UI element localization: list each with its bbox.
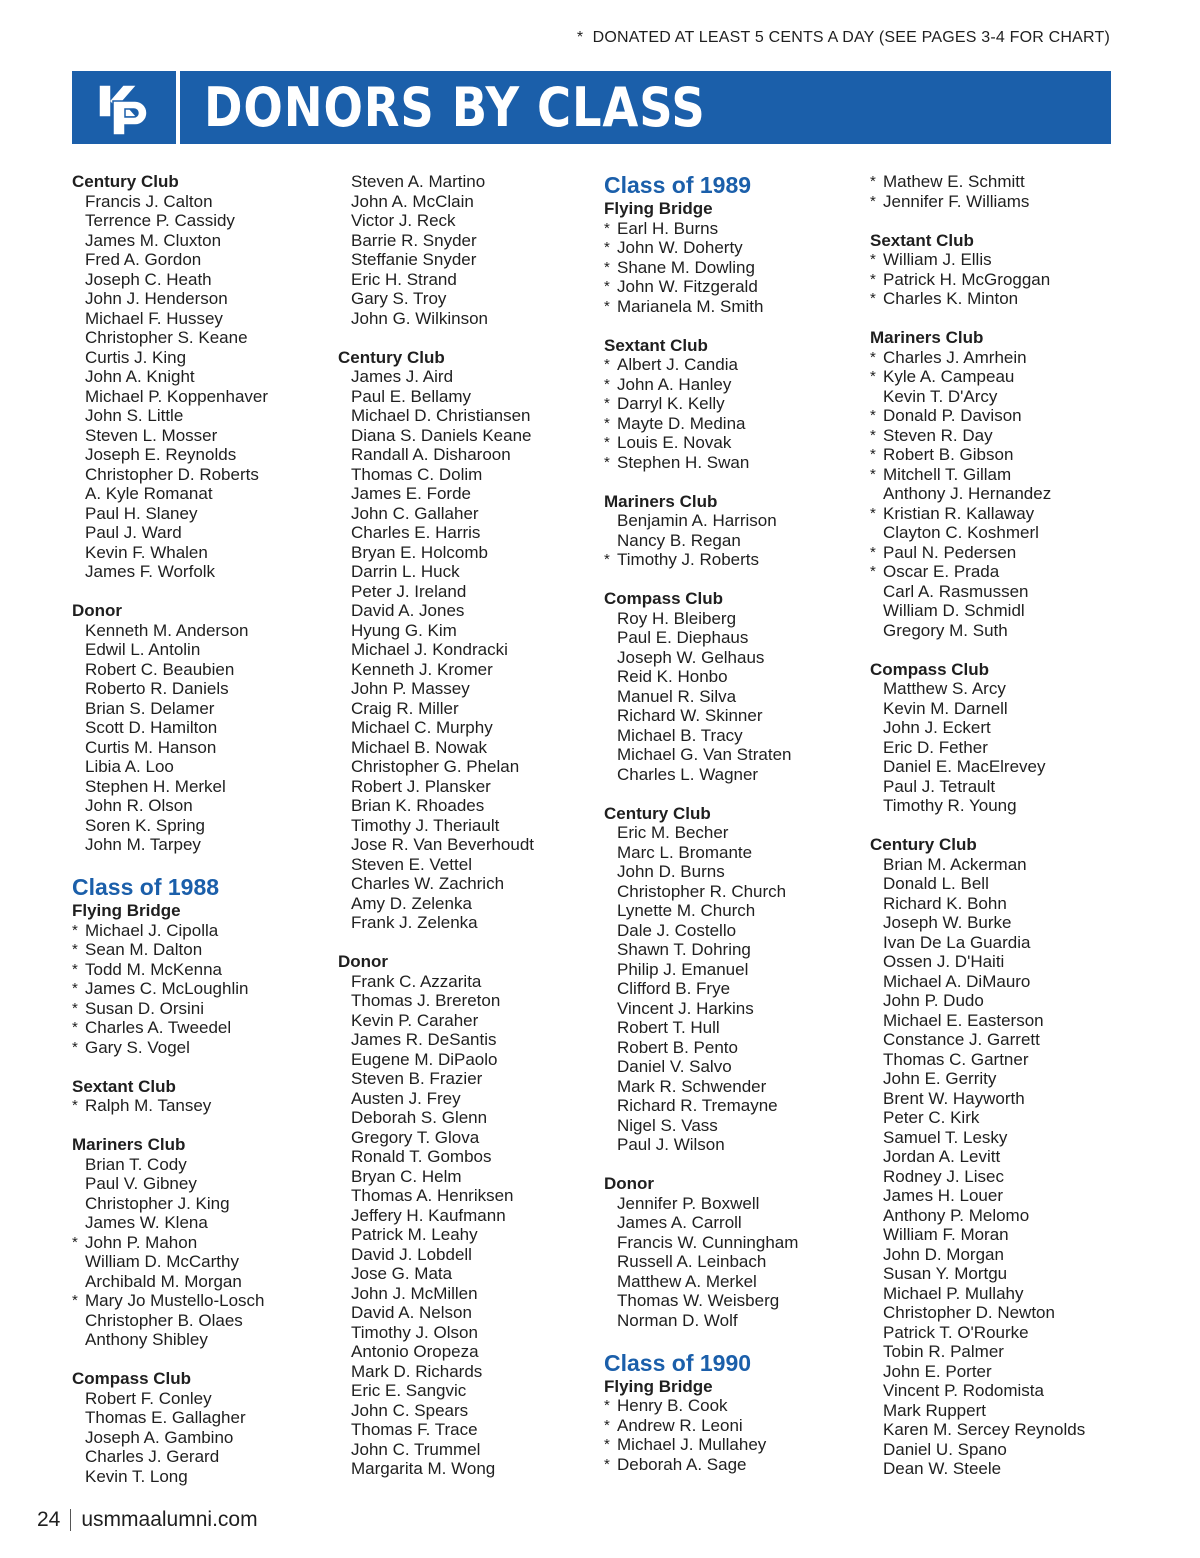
donor-name: Joseph W. Burke	[883, 913, 1012, 932]
donor-name: * Kyle A. Campeau	[870, 367, 1125, 387]
class-heading: Class of 1990	[604, 1349, 752, 1376]
donor-group	[604, 492, 859, 570]
donor-name: Clifford B. Frye	[617, 979, 731, 998]
donor-name: * Louis E. Novak	[604, 433, 859, 453]
donor-name: Kevin T. Long	[85, 1466, 188, 1486]
donor-name: Steven E. Vettel	[351, 854, 472, 874]
donor-name: John E. Porter	[883, 1361, 992, 1381]
donor-name: Kenneth J. Kromer	[351, 659, 493, 679]
donor-name: Nigel S. Vass	[617, 1115, 718, 1135]
donor-name: Matthew S. Arcy	[883, 679, 1006, 698]
donor-name: John D. Morgan	[883, 1244, 1004, 1264]
donor-name: Paul E. Diephaus	[617, 628, 749, 647]
donor-name: Soren K. Spring	[85, 815, 206, 835]
donor-name: * Deborah A. Sage	[604, 1455, 859, 1475]
donor-name: Richard W. Skinner	[617, 706, 763, 725]
donor-name: Ossen J. D'Haiti	[883, 952, 1005, 971]
donor-name: Brian T. Cody	[85, 1154, 187, 1174]
club-heading: Mariners Club	[72, 1135, 186, 1154]
site-url: usmmaalumni.com	[81, 1508, 258, 1531]
donor-name: * Jennifer F. Williams	[870, 192, 1125, 212]
page-title: DONORS BY CLASS	[204, 76, 706, 139]
donor-name: Paul J. Wilson	[617, 1135, 725, 1154]
donor-name: John C. Trummel	[351, 1439, 481, 1459]
donor-name: * Timothy J. Roberts	[604, 550, 859, 570]
donor-name: Michael A. DiMauro	[883, 971, 1031, 991]
legend-note-text: DONATED AT LEAST 5 CENTS A DAY (SEE PAGES 3-4 FOR CHART)	[592, 29, 1110, 46]
donor-name: Craig R. Miller	[351, 698, 459, 718]
donor-name: Philip J. Emanuel	[617, 959, 749, 979]
donor-name: Brian M. Ackerman	[883, 854, 1027, 874]
donor-name: Michael C. Murphy	[351, 718, 493, 737]
donor-name: John C. Spears	[351, 1400, 469, 1420]
donor-name: Daniel V. Salvo	[617, 1057, 732, 1076]
column-2	[338, 172, 593, 1498]
donor-name: * Charles K. Minton	[870, 289, 1125, 309]
donor-group	[604, 804, 859, 1155]
donor-group	[338, 348, 593, 933]
donor-name: Nancy B. Regan	[617, 530, 741, 550]
donor-name: Russell A. Leinbach	[617, 1252, 767, 1271]
donor-name: Charles L. Wagner	[617, 764, 759, 784]
donor-name: Michael F. Hussey	[85, 308, 223, 328]
donor-group	[72, 1077, 327, 1116]
donor-name: Dale J. Costello	[617, 920, 737, 940]
club-heading: Century Club	[870, 835, 977, 854]
donor-name: Michael B. Nowak	[351, 737, 488, 757]
donor-name: Tobin R. Palmer	[883, 1342, 1004, 1361]
club-heading: Century Club	[338, 347, 445, 367]
donor-name: * Stephen H. Swan	[604, 453, 859, 473]
donor-name: Charles E. Harris	[351, 523, 481, 542]
donor-name: Michael G. Van Straten	[617, 745, 792, 764]
donor-name: John P. Dudo	[883, 991, 984, 1010]
donor-name: Clayton C. Koshmerl	[883, 523, 1039, 542]
donor-name: Bryan C. Helm	[351, 1166, 462, 1186]
column-1	[72, 172, 327, 1506]
donor-name: Thomas C. Gartner	[883, 1049, 1029, 1069]
donor-group	[870, 231, 1125, 309]
donor-name: Christopher G. Phelan	[351, 757, 520, 776]
donor-name: David A. Jones	[351, 601, 465, 620]
donor-name: Victor J. Reck	[351, 211, 456, 230]
donor-name: Archibald M. Morgan	[85, 1271, 242, 1291]
donor-name: Thomas F. Trace	[351, 1420, 478, 1439]
donor-name: * Patrick H. McGroggan	[870, 270, 1125, 290]
donor-name: Robert C. Beaubien	[85, 659, 235, 679]
donor-name: Daniel E. MacElrevey	[883, 757, 1046, 776]
donor-name: James J. Aird	[351, 367, 454, 386]
donor-name: Norman D. Wolf	[617, 1310, 738, 1330]
donor-name: Brent W. Hayworth	[883, 1088, 1025, 1108]
donor-name: Michael P. Koppenhaver	[85, 386, 269, 406]
donor-name: * Mayte D. Medina	[604, 414, 859, 434]
donor-name: John C. Gallaher	[351, 503, 479, 523]
donor-name: Michael J. Kondracki	[351, 640, 508, 659]
donor-name: Benjamin A. Harrison	[617, 511, 777, 530]
donor-name: Stephen H. Merkel	[85, 776, 226, 796]
donor-name: * John A. Hanley	[604, 375, 859, 395]
donor-name: Christopher D. Newton	[883, 1303, 1055, 1322]
donor-name: * Albert J. Candia	[604, 355, 859, 375]
donor-name: Jose R. Van Beverhoudt	[351, 835, 535, 854]
donor-name: Eugene M. DiPaolo	[351, 1049, 498, 1069]
donor-name: Robert F. Conley	[85, 1388, 212, 1408]
club-heading: Compass Club	[72, 1369, 192, 1388]
donor-name: Timothy J. Theriault	[351, 815, 500, 835]
donor-name: Anthony Shibley	[85, 1330, 208, 1349]
donor-name: * Michael J. Mullahey	[604, 1435, 859, 1455]
club-heading: Compass Club	[604, 589, 724, 608]
donor-name: Diana S. Daniels Keane	[351, 425, 532, 445]
donor-name: John J. Henderson	[85, 289, 228, 308]
donor-name: * Sean M. Dalton	[72, 940, 327, 960]
donor-group	[72, 601, 327, 855]
donor-name: Robert J. Plansker	[351, 776, 491, 796]
donor-name: Margarita M. Wong	[351, 1459, 496, 1478]
donor-group	[870, 835, 1125, 1479]
donor-group	[870, 660, 1125, 816]
donor-name: Gregory M. Suth	[883, 620, 1008, 640]
donor-name: Roberto R. Daniels	[85, 679, 229, 698]
donor-name: Karen M. Sercey Reynolds	[883, 1420, 1086, 1439]
donor-name: * Mitchell T. Gillam	[870, 465, 1125, 485]
donor-name: Thomas J. Brereton	[351, 991, 501, 1010]
donor-name: Jeffery H. Kaufmann	[351, 1205, 506, 1225]
donor-name: James M. Cluxton	[85, 230, 222, 250]
donor-name: John G. Wilkinson	[351, 308, 488, 328]
club-heading: Donor	[604, 1174, 655, 1193]
donor-name: James E. Forde	[351, 484, 471, 503]
donor-name: Joseph C. Heath	[85, 269, 212, 289]
donor-name: Paul J. Ward	[85, 523, 182, 542]
donor-name: * Darryl K. Kelly	[604, 394, 859, 414]
section-banner	[72, 71, 1111, 144]
donor-group	[604, 1174, 859, 1330]
donor-name: Samuel T. Lesky	[883, 1127, 1008, 1147]
donor-name: James H. Louer	[883, 1186, 1003, 1205]
donor-name: Terrence P. Cassidy	[85, 211, 235, 230]
donor-name: Gary S. Troy	[351, 289, 447, 308]
kp-logo-icon	[93, 79, 155, 137]
donor-name: Manuel R. Silva	[617, 686, 737, 706]
donor-name: * Mathew E. Schmitt	[870, 172, 1125, 192]
donor-name: Rodney J. Lisec	[883, 1166, 1004, 1186]
donor-name: Constance J. Garrett	[883, 1030, 1040, 1049]
donor-name: * William J. Ellis	[870, 250, 1125, 270]
donor-name: Deborah S. Glenn	[351, 1108, 488, 1127]
donor-name: David A. Nelson	[351, 1303, 472, 1322]
donor-name: Edwil L. Antolin	[85, 640, 201, 659]
column-4	[870, 172, 1125, 1498]
donor-name: Michael E. Easterson	[883, 1010, 1044, 1030]
donor-name: Matthew A. Merkel	[617, 1271, 757, 1291]
donor-name: Christopher B. Olaes	[85, 1310, 243, 1330]
donor-name: Richard K. Bohn	[883, 893, 1007, 913]
donor-group	[72, 172, 327, 582]
donor-group	[604, 589, 859, 784]
donor-name: Steven B. Frazier	[351, 1069, 483, 1088]
donor-name: Thomas W. Weisberg	[617, 1291, 780, 1310]
donor-name: * Susan D. Orsini	[72, 999, 327, 1019]
donor-name: Amy D. Zelenka	[351, 893, 472, 913]
donor-name: Michael P. Mullahy	[883, 1283, 1024, 1303]
donor-name: * Earl H. Burns	[604, 219, 859, 239]
donor-name: Libia A. Loo	[85, 757, 174, 776]
donor-name: * Todd M. McKenna	[72, 960, 327, 980]
donor-name: * John W. Fitzgerald	[604, 277, 859, 297]
donor-name: William D. McCarthy	[85, 1252, 239, 1271]
donor-name: John J. Eckert	[883, 718, 991, 737]
donor-name: Curtis M. Hanson	[85, 737, 217, 757]
donor-name: Anthony P. Melomo	[883, 1205, 1030, 1225]
donor-name: * Gary S. Vogel	[72, 1038, 327, 1058]
club-heading: Sextant Club	[72, 1076, 176, 1096]
donor-name: Paul H. Slaney	[85, 503, 198, 523]
donor-name: Thomas C. Dolim	[351, 464, 483, 484]
club-heading: Sextant Club	[604, 335, 708, 355]
donor-name: Gregory T. Glova	[351, 1127, 480, 1147]
donor-name: Ivan De La Guardia	[883, 932, 1031, 952]
donor-name: Mark D. Richards	[351, 1361, 483, 1381]
donor-name: Barrie R. Snyder	[351, 230, 477, 250]
donor-group	[604, 1350, 859, 1475]
donor-name: * Mary Jo Mustello-Losch	[72, 1291, 327, 1311]
club-heading: Donor	[338, 952, 389, 971]
donor-name: Jennifer P. Boxwell	[617, 1193, 760, 1213]
donor-group	[338, 172, 593, 328]
donor-name: A. Kyle Romanat	[85, 484, 213, 503]
donor-name: * Michael J. Cipolla	[72, 921, 327, 941]
club-heading: Century Club	[604, 803, 711, 823]
donor-name: Thomas A. Henriksen	[351, 1186, 514, 1205]
page-footer	[37, 1508, 258, 1532]
donor-name: James R. DeSantis	[351, 1030, 497, 1049]
donor-name: * John P. Mahon	[72, 1233, 327, 1253]
donor-name: Francis J. Calton	[85, 191, 213, 211]
donor-name: * Charles A. Tweedel	[72, 1018, 327, 1038]
donor-name: John M. Tarpey	[85, 835, 201, 854]
donor-name: Charles J. Gerard	[85, 1447, 220, 1466]
donor-name: * Oscar E. Prada	[870, 562, 1125, 582]
legend-note	[577, 29, 1110, 47]
donor-name: David J. Lobdell	[351, 1244, 472, 1264]
class-heading: Class of 1989	[604, 172, 752, 198]
donor-name: Kevin M. Darnell	[883, 698, 1008, 718]
donor-name: Jordan A. Levitt	[883, 1147, 1001, 1166]
donor-name: Timothy J. Olson	[351, 1322, 478, 1342]
donor-name: Randall A. Disharoon	[351, 445, 511, 464]
club-heading: Mariners Club	[870, 328, 984, 347]
donor-name: Eric D. Fether	[883, 737, 988, 757]
donor-name: Charles W. Zachrich	[351, 874, 505, 893]
donor-name: Christopher R. Church	[617, 881, 787, 901]
donor-name: Shawn T. Dohring	[617, 940, 751, 959]
donor-name: Hyung G. Kim	[351, 620, 457, 640]
donor-name: * Henry B. Cook	[604, 1396, 859, 1416]
donor-name: John A. McClain	[351, 191, 474, 211]
donor-name: Jose G. Mata	[351, 1264, 453, 1283]
footer-divider	[70, 1509, 71, 1531]
donor-name: Patrick M. Leahy	[351, 1225, 478, 1244]
donor-name: Patrick T. O'Rourke	[883, 1322, 1029, 1342]
donor-name: Robert T. Hull	[617, 1018, 720, 1037]
donor-name: John S. Little	[85, 406, 184, 425]
donor-name: Daniel U. Spano	[883, 1439, 1007, 1459]
donor-name: Curtis J. King	[85, 347, 187, 367]
donor-name: * Marianela M. Smith	[604, 297, 859, 317]
donor-name: Anthony J. Hernandez	[883, 484, 1052, 503]
donor-name: Brian K. Rhoades	[351, 796, 485, 815]
donor-group	[870, 172, 1125, 211]
donor-name: * Charles J. Amrhein	[870, 348, 1125, 368]
donor-name: Peter C. Kirk	[883, 1108, 980, 1127]
donor-name: Dean W. Steele	[883, 1459, 1002, 1478]
donor-name: Frank J. Zelenka	[351, 913, 478, 932]
donor-name: Joseph W. Gelhaus	[617, 647, 765, 667]
donor-name: Ronald T. Gombos	[351, 1147, 492, 1166]
donor-name: Donald L. Bell	[883, 874, 989, 893]
donor-name: Christopher D. Roberts	[85, 464, 259, 484]
donor-name: Joseph E. Reynolds	[85, 445, 237, 464]
donor-name: John A. Knight	[85, 367, 195, 386]
donor-name: Roy H. Bleiberg	[617, 608, 737, 628]
donor-name: Richard R. Tremayne	[617, 1096, 778, 1115]
club-heading: Flying Bridge	[72, 901, 181, 920]
club-heading: Sextant Club	[870, 230, 974, 250]
donor-name: Francis W. Cunningham	[617, 1232, 799, 1252]
club-heading: Mariners Club	[604, 491, 718, 511]
donor-name: Fred A. Gordon	[85, 250, 202, 269]
donor-name: Scott D. Hamilton	[85, 718, 218, 737]
donor-name: Eric M. Becher	[617, 823, 729, 842]
donor-name: * Kristian R. Kallaway	[870, 504, 1125, 524]
donor-name: Marc L. Bromante	[617, 842, 753, 862]
donor-name: * Steven R. Day	[870, 426, 1125, 446]
donor-name: * Donald P. Davison	[870, 406, 1125, 426]
donor-name: Kevin T. D'Arcy	[883, 386, 998, 406]
donor-name: Vincent J. Harkins	[617, 998, 754, 1018]
donor-name: Michael B. Tracy	[617, 725, 743, 745]
donor-name: Eric H. Strand	[351, 269, 457, 289]
donor-name: Antonio Oropeza	[351, 1342, 479, 1361]
donor-name: James F. Worfolk	[85, 562, 216, 581]
donor-group	[72, 1135, 327, 1350]
donor-name: Paul E. Bellamy	[351, 386, 471, 406]
column-3	[604, 172, 859, 1494]
donor-name: * Robert B. Gibson	[870, 445, 1125, 465]
donor-name: John P. Massey	[351, 679, 470, 698]
star-marker: *	[576, 29, 584, 46]
donor-name: Carl A. Rasmussen	[883, 581, 1029, 601]
donor-name: John E. Gerrity	[883, 1069, 997, 1088]
donor-name: * Shane M. Dowling	[604, 258, 859, 278]
donor-name: * Andrew R. Leoni	[604, 1416, 859, 1436]
donor-name: Kevin F. Whalen	[85, 542, 208, 562]
donor-group	[604, 172, 859, 316]
club-heading: Donor	[72, 601, 123, 620]
donor-name: Thomas E. Gallagher	[85, 1408, 246, 1427]
donor-name: Robert B. Pento	[617, 1037, 738, 1057]
donor-name: Christopher J. King	[85, 1193, 230, 1213]
donor-name: Reid K. Honbo	[617, 667, 728, 686]
donor-name: * James C. McLoughlin	[72, 979, 327, 999]
club-heading: Flying Bridge	[604, 199, 713, 218]
donor-name: Susan Y. Mortgu	[883, 1264, 1008, 1283]
donor-name: Steven A. Martino	[351, 172, 486, 191]
kp-logo	[72, 71, 180, 144]
donor-group	[338, 952, 593, 1479]
donor-name: Christopher S. Keane	[85, 328, 248, 347]
page-number: 24	[37, 1508, 61, 1531]
donor-name: Eric E. Sangvic	[351, 1381, 467, 1400]
club-heading: Compass Club	[870, 659, 990, 679]
donor-name: Kevin P. Caraher	[351, 1010, 479, 1030]
club-heading: Century Club	[72, 172, 179, 191]
donor-name: Mark R. Schwender	[617, 1076, 767, 1096]
donor-name: * Ralph M. Tansey	[72, 1096, 327, 1116]
donor-name: Peter J. Ireland	[351, 581, 467, 601]
donor-name: Steven L. Mosser	[85, 425, 218, 445]
donor-name: Joseph A. Gambino	[85, 1427, 234, 1447]
donor-name: Timothy R. Young	[883, 796, 1017, 815]
donor-name: Vincent P. Rodomista	[883, 1381, 1044, 1400]
donor-group	[604, 336, 859, 473]
donor-name: James W. Klena	[85, 1213, 208, 1232]
donor-name: John R. Olson	[85, 796, 193, 815]
donor-name: Paul J. Tetrault	[883, 776, 996, 796]
donor-name: Paul V. Gibney	[85, 1174, 197, 1193]
donor-name: John D. Burns	[617, 862, 725, 881]
donor-group	[870, 328, 1125, 640]
donor-name: Darrin L. Huck	[351, 562, 460, 581]
donor-name: * John W. Doherty	[604, 238, 859, 258]
donor-name: Mark Ruppert	[883, 1400, 986, 1420]
donor-group	[72, 874, 327, 1057]
donor-name: John J. McMillen	[351, 1283, 478, 1303]
donor-name: Bryan E. Holcomb	[351, 542, 488, 562]
donor-name: William F. Moran	[883, 1225, 1009, 1244]
donor-name: Austen J. Frey	[351, 1088, 461, 1108]
donor-name: Brian S. Delamer	[85, 698, 215, 718]
donor-name: William D. Schmidl	[883, 601, 1025, 620]
donor-group	[72, 1369, 327, 1486]
club-heading: Flying Bridge	[604, 1376, 713, 1396]
donor-name: Lynette M. Church	[617, 901, 756, 920]
donor-name: James A. Carroll	[617, 1213, 742, 1232]
donor-name: Frank C. Azzarita	[351, 971, 482, 991]
class-heading: Class of 1988	[72, 874, 220, 900]
donor-name: Michael D. Christiansen	[351, 406, 531, 425]
donor-name: * Paul N. Pedersen	[870, 543, 1125, 563]
donor-name: Kenneth M. Anderson	[85, 620, 249, 640]
donor-name: Steffanie Snyder	[351, 250, 477, 269]
